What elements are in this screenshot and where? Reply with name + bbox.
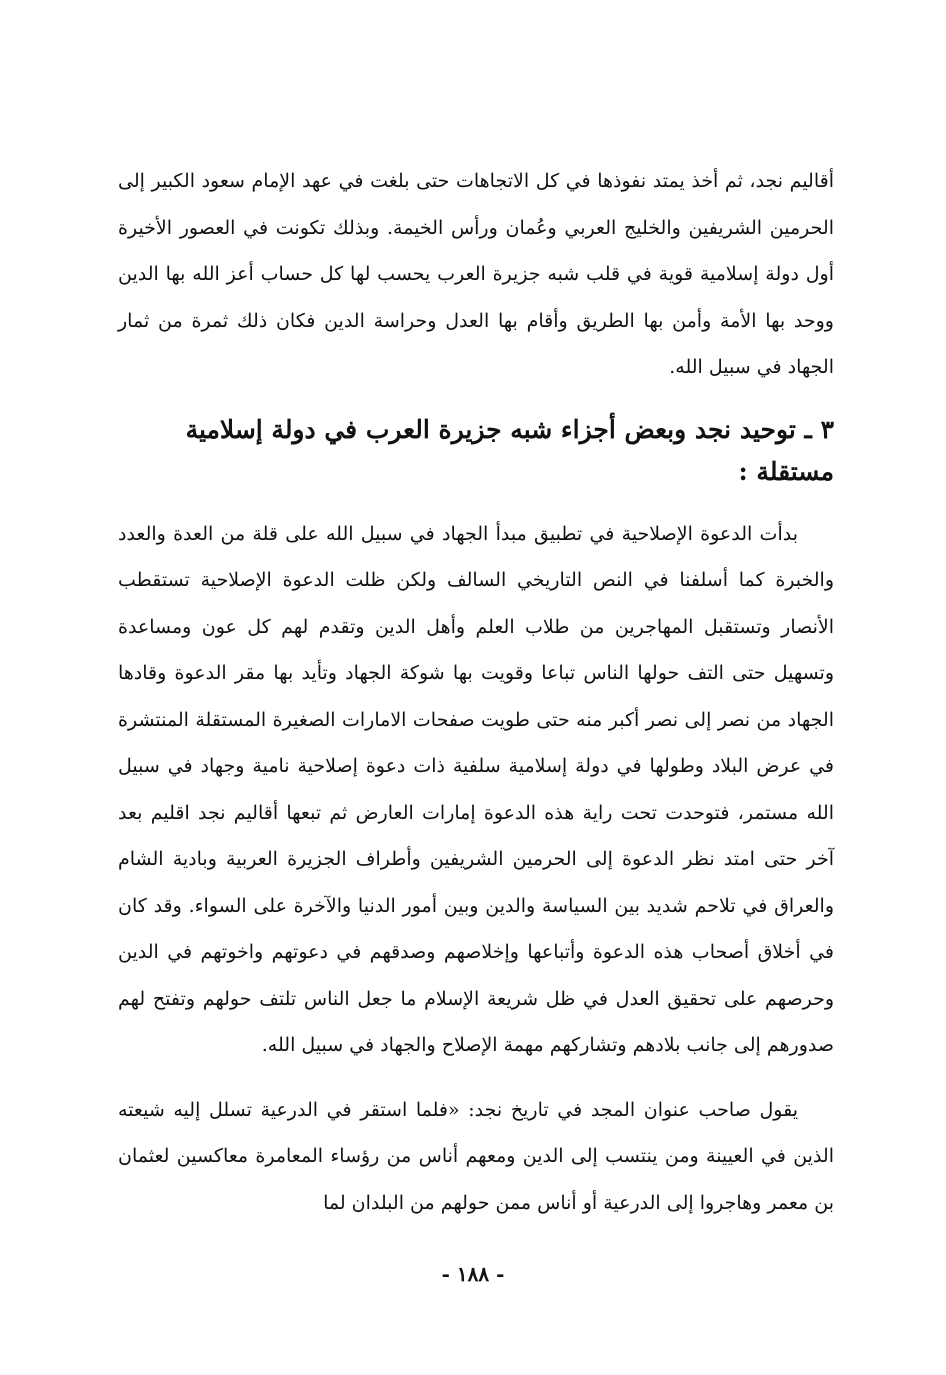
paragraph-main-text: بدأت الدعوة الإصلاحية في تطبيق مبدأ الجهاد في سبيل الله على قلة من العدة والعدد والخبرة كما أسلفنا في النص التاريخي السالف ولكن ظلت الدعوة الإصلاحية تستقطب الأنصار وتستقبل المهاجرين من طلاب العلم وأهل الدين وتقدم لهم كل عون ومساعدة وتسهيل حتى التف حولها الناس تباعا وقويت بها شوكة الجهاد وتأيد بها مقر الدعوة وقادها الجهاد من نصر إلى نصر أكبر منه حتى طويت صفحات الامارات الصغيرة المستقلة المنتشرة في عرض البلاد وطولها في دولة إسلامية سلفية ذات دعوة إصلاحية نامية وجهاد في سبيل الله مستمر، فتوحدت تحت راية هذه الدعوة إمارات العارض ثم تبعها أقاليم نجد اقليم بعد آخر حتى امتد نظر الدعوة إلى الحرمين الشريفين وأطراف الجزيرة العربية وبادية الشام والعراق في تلاحم شديد بين السياسة والدين وبين أمور الدنيا والآخرة على السواء. وقد كان في أخلاق أصحاب هذه الدعوة وأتباعها وإخلاصهم وصدقهم في دعوتهم واخوتهم في الدين وحرصهم على تحقيق العدل في ظل شريعة الإسلام ما جعل الناس تلتف حولهم وتفتح لهم صدورهم إلى جانب بلادهم وتشاركهم مهمة الإصلاح والجهاد في سبيل الله. <box>118 522 834 1056</box>
paragraph-continuation: أقاليم نجد، ثم أخذ يمتد نفوذها في كل الاتجاهات حتى بلغت في عهد الإمام سعود الكبير إلى الحرمين الشريفين والخليج العربي وعُمان ورأس الخيمة. وبذلك تكونت في العصور الأخيرة أول دولة إسلامية قوية في قلب شبه جزيرة العرب يحسب لها كل حساب أعز الله بها الدين ووحد بها الأمة وأمن بها الطريق وأقام بها العدل وحراسة الدين فكان ذلك ثمرة من ثمار الجهاد في سبيل الله. <box>118 170 834 378</box>
paragraph-main <box>118 511 834 1069</box>
paragraph-quote-text: يقول صاحب عنوان المجد في تاريخ نجد: «فلما استقر في الدرعية تسلل إليه شيعته الذين في العيينة ومن ينتسب إلى الدين ومعهم أناس من رؤساء المعامرة معاكسين لعثمان بن معمر وهاجروا إلى الدرعية أو أناس ممن حولهم من البلدان لما <box>118 1098 834 1214</box>
page-body <box>118 158 834 1226</box>
page-number: - ١٨٨ - <box>441 1262 505 1286</box>
section-heading: ٣ ـ توحيد نجد وبعض أجزاء شبه جزيرة العرب في دولة إسلامية مستقلة : <box>185 414 834 486</box>
paragraph-quote <box>118 1087 834 1227</box>
